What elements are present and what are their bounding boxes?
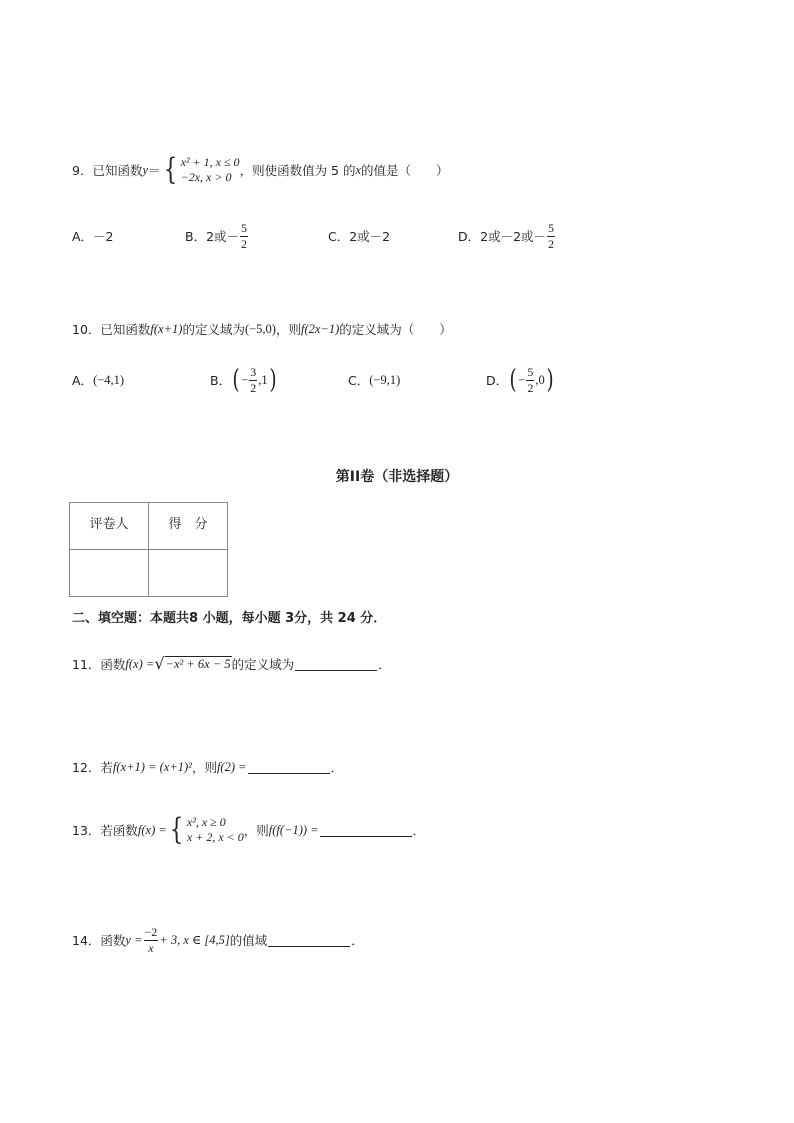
question-10 bbox=[72, 318, 452, 340]
q13-piecewise bbox=[167, 812, 244, 847]
q13-case-1: x², x ≥ 0 bbox=[186, 815, 226, 829]
q10-option-d-label: D． bbox=[486, 373, 509, 388]
left-paren-icon: ( bbox=[232, 365, 240, 395]
q12-end: ． bbox=[330, 760, 344, 775]
q10-f1: f(x+1) bbox=[150, 321, 183, 336]
q14-answer-blank[interactable] bbox=[268, 934, 350, 947]
question-14 bbox=[72, 922, 364, 958]
q10-mid1: 的定义域为 bbox=[182, 322, 245, 337]
fraction-numerator: 3 bbox=[250, 364, 257, 379]
q12-expr: f(x+1) = (x+1)² bbox=[112, 759, 192, 774]
fraction-denominator: 2 bbox=[527, 380, 534, 395]
score-cell[interactable] bbox=[149, 550, 228, 597]
q13-mid: ，则 bbox=[243, 823, 269, 838]
q14-rest: + 3, x ∈ [4,5] bbox=[159, 933, 230, 947]
sqrt-icon: √ bbox=[154, 654, 165, 673]
fraction-denominator: 2 bbox=[250, 380, 257, 395]
q10-domain: (−5,0) bbox=[244, 321, 276, 336]
q12-f2: f(2) = bbox=[216, 759, 247, 774]
q10-option-d[interactable] bbox=[486, 362, 555, 398]
q14-fraction bbox=[144, 926, 159, 955]
q10-f2: f(2x−1) bbox=[300, 321, 340, 336]
fraction-numerator: 5 bbox=[527, 364, 534, 379]
q9-piecewise bbox=[161, 152, 240, 187]
q9-option-b-fraction bbox=[240, 222, 248, 251]
q14-end: ． bbox=[351, 933, 364, 948]
q14-prefix: 14．函数 bbox=[72, 933, 126, 948]
fraction-numerator: 5 bbox=[241, 220, 248, 235]
q10-option-a-value: (−4,1) bbox=[93, 372, 125, 387]
q9-option-b[interactable] bbox=[185, 219, 249, 253]
q11-answer-blank[interactable] bbox=[295, 658, 377, 671]
question-13 bbox=[72, 810, 425, 850]
q12-mid: ，则 bbox=[191, 760, 217, 775]
fraction-denominator: x bbox=[148, 940, 154, 955]
q9-option-c-text: C．2或－2 bbox=[328, 229, 391, 244]
q9-suffix: ，则使函数值为 5 的 bbox=[239, 163, 356, 178]
question-9 bbox=[72, 150, 449, 190]
part2-title: 第II卷（非选择题） bbox=[335, 469, 459, 485]
q13-expr: f(f(−1)) = bbox=[268, 822, 319, 837]
q13-case-2: x + 2, x < 0 bbox=[186, 830, 244, 844]
q10-option-c-value: (−9,1) bbox=[369, 372, 401, 387]
q14-suffix: 的值域 bbox=[229, 933, 268, 948]
q10-option-b-rest: ,1 bbox=[258, 372, 268, 387]
q9-suffix-end: 的值是（ ） bbox=[361, 163, 449, 178]
q9-option-d-text: D．2或－2或－ bbox=[458, 229, 547, 244]
q9-case-2: −2x, x > 0 bbox=[180, 170, 232, 184]
q9-prefix: 9．已知函数 bbox=[72, 163, 143, 178]
q9-option-a[interactable] bbox=[72, 219, 114, 253]
q10-option-a-label: A． bbox=[72, 373, 94, 388]
question-12 bbox=[72, 755, 343, 779]
q10-option-b[interactable] bbox=[210, 362, 278, 398]
q10-option-a[interactable] bbox=[72, 364, 124, 396]
q9-option-a-text: A．－2 bbox=[72, 229, 114, 244]
score-header: 得 分 bbox=[149, 503, 228, 550]
q11-prefix: 11．函数 bbox=[72, 657, 126, 672]
q10-option-d-sign: − bbox=[518, 372, 526, 387]
q11-end: ． bbox=[378, 657, 391, 672]
q13-end: ． bbox=[412, 823, 426, 838]
q9-option-d-fraction bbox=[547, 222, 555, 251]
fraction-numerator: −2 bbox=[144, 924, 158, 939]
q13-answer-blank[interactable] bbox=[320, 824, 412, 837]
q9-case-1: x² + 1, x ≤ 0 bbox=[180, 155, 240, 169]
q10-option-b-sign: − bbox=[241, 372, 249, 387]
q12-answer-blank[interactable] bbox=[248, 761, 330, 774]
q10-prefix: 10．已知函数 bbox=[72, 322, 151, 337]
q9-suffix-var: x bbox=[355, 162, 362, 177]
q10-option-d-fraction bbox=[526, 366, 534, 395]
q14-y: y = bbox=[125, 932, 143, 947]
score-table bbox=[69, 502, 228, 597]
q10-option-c[interactable] bbox=[348, 364, 400, 396]
q11-sqrt bbox=[154, 656, 231, 672]
q9-cases bbox=[181, 155, 240, 185]
q10-suffix: 的定义域为（ ） bbox=[339, 322, 452, 337]
q12-prefix: 12．若 bbox=[72, 760, 113, 775]
reviewer-header: 评卷人 bbox=[70, 503, 149, 550]
q9-fn-var: y bbox=[142, 162, 149, 177]
q10-option-b-label: B． bbox=[210, 373, 232, 388]
question-11 bbox=[72, 652, 391, 676]
q9-eq: ＝ bbox=[148, 163, 161, 178]
q10-mid2: ，则 bbox=[275, 322, 301, 337]
right-paren-icon: ) bbox=[269, 365, 277, 395]
fraction-denominator: 2 bbox=[241, 236, 248, 251]
q13-prefix: 13．若函数 bbox=[72, 823, 138, 838]
q10-option-c-label: C． bbox=[348, 373, 370, 388]
q10-option-d-rest: ,0 bbox=[535, 372, 545, 387]
q11-radicand: −x² + 6x − 5 bbox=[165, 657, 231, 671]
q9-option-b-text: B．2或－ bbox=[185, 229, 240, 244]
q13-fx: f(x) = bbox=[137, 822, 167, 837]
right-paren-icon: ) bbox=[546, 365, 554, 395]
fraction-denominator: 2 bbox=[548, 236, 555, 251]
q13-cases bbox=[187, 815, 244, 845]
q9-option-c[interactable] bbox=[328, 219, 390, 253]
fraction-numerator: 5 bbox=[548, 220, 555, 235]
q11-suffix: 的定义域为 bbox=[231, 657, 295, 672]
reviewer-cell[interactable] bbox=[70, 550, 149, 597]
section2-heading: 二、填空题：本题共8 小题，每小题 3分，共 24 分． bbox=[72, 611, 387, 626]
left-paren-icon: ( bbox=[509, 365, 517, 395]
q11-fx: f(x) = bbox=[125, 656, 155, 671]
q10-option-b-fraction bbox=[249, 366, 257, 395]
brace-icon: { bbox=[163, 152, 177, 187]
brace-icon: { bbox=[169, 812, 184, 847]
q9-option-d[interactable] bbox=[458, 219, 556, 253]
